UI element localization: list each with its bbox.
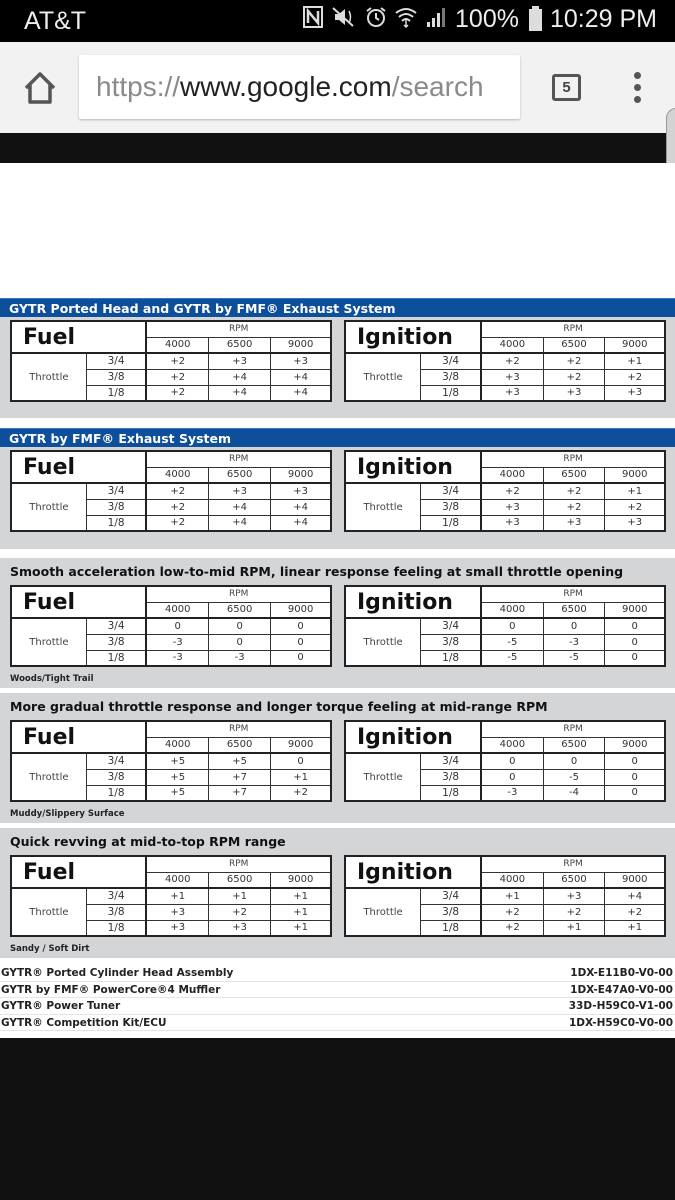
throttle-label: Throttle [11,353,86,401]
throttle-position: 3/4 [86,888,146,904]
throttle-position: 3/4 [86,353,146,369]
adjustment-value: +4 [209,499,271,515]
part-row [0,965,675,982]
adjustment-value: +5 [146,785,208,801]
ignition-label: Ignition [345,451,481,483]
section-title: Quick revving at mid-to-top RPM range [10,834,286,849]
throttle-position: 1/8 [421,920,482,936]
adjustment-value: 0 [605,650,665,666]
adjustment-value: +2 [271,785,331,801]
throttle-position: 3/8 [421,904,482,920]
ignition-table [344,450,666,532]
fuel-table [10,720,332,802]
rpm-value: 9000 [605,872,665,888]
adjustment-value: +1 [271,920,331,936]
adjustment-value: +5 [209,753,271,769]
tuning-section [0,428,675,549]
adjustment-value: -4 [543,785,605,801]
throttle-label: Throttle [345,888,421,936]
adjustment-value: 0 [209,618,271,634]
carrier-label: AT&T [24,7,87,35]
throttle-position: 3/4 [86,753,146,769]
battery-icon [529,9,542,31]
throttle-position: 1/8 [86,385,146,401]
terrain-note: Woods/Tight Trail [10,674,94,684]
throttle-position: 3/8 [421,769,482,785]
adjustment-value: 0 [146,618,208,634]
adjustment-value: +2 [543,353,605,369]
fuel-label: Fuel [11,451,146,483]
adjustment-value: 0 [481,753,543,769]
adjustment-value: +1 [605,920,665,936]
part-number: 33D-H59C0-V1-00 [568,1000,673,1012]
adjustment-value: +4 [271,385,331,401]
adjustment-value: +3 [146,904,208,920]
rpm-value: 6500 [209,737,271,753]
adjustment-value: 0 [605,769,665,785]
adjustment-value: +4 [271,369,331,385]
adjustment-value: +2 [543,904,605,920]
adjustment-value: +2 [481,353,543,369]
rpm-label: RPM [146,721,331,737]
throttle-position: 3/8 [421,634,482,650]
adjustment-value: +1 [543,920,605,936]
adjustment-value: 0 [605,785,665,801]
throttle-position: 3/8 [86,904,146,920]
rpm-value: 4000 [481,337,543,353]
adjustment-value: +2 [605,499,665,515]
rpm-value: 6500 [543,737,605,753]
throttle-position: 3/8 [421,499,482,515]
rpm-value: 9000 [271,737,331,753]
rpm-value: 4000 [146,337,208,353]
status-icons [303,5,657,34]
adjustment-value: +1 [209,888,271,904]
rpm-value: 9000 [271,872,331,888]
throttle-label: Throttle [345,753,421,801]
adjustment-value: +1 [271,769,331,785]
adjustment-value: +2 [481,483,543,499]
fuel-label: Fuel [11,721,146,753]
home-button[interactable] [22,70,58,106]
rpm-value: 4000 [146,467,208,483]
rpm-value: 9000 [271,602,331,618]
ignition-table [344,855,666,937]
fuel-label: Fuel [11,321,146,353]
battery-percent: 100% [455,5,519,33]
adjustment-value: +2 [605,369,665,385]
section-title: More gradual throttle response and longer torque feeling at mid-range RPM [10,699,548,714]
ignition-label: Ignition [345,321,481,353]
section-title: Smooth acceleration low-to-mid RPM, linear response feeling at small throttle opening [10,564,624,579]
adjustment-value: +1 [146,888,208,904]
adjustment-value: +2 [146,369,208,385]
adjustment-value: +3 [605,385,665,401]
throttle-position: 3/4 [421,888,482,904]
throttle-position: 3/4 [421,753,482,769]
section-title: GYTR by FMF® Exhaust System [0,428,675,447]
adjustment-value: -3 [543,634,605,650]
adjustment-value: +3 [543,515,605,531]
part-row [0,1015,675,1032]
clock: 10:29 PM [549,5,657,33]
throttle-label: Throttle [345,483,421,531]
adjustment-value: 0 [481,618,543,634]
fuel-label: Fuel [11,586,146,618]
rpm-label: RPM [146,586,331,602]
tuning-section [0,298,675,418]
part-name: GYTR® Power Tuner [1,1000,121,1012]
rpm-label: RPM [481,856,665,872]
adjustment-value: 0 [271,618,331,634]
throttle-position: 1/8 [86,650,146,666]
rpm-value: 4000 [146,737,208,753]
rpm-value: 9000 [271,467,331,483]
status-bar [0,0,675,42]
rpm-value: 9000 [271,337,331,353]
adjustment-value: +3 [543,888,605,904]
rpm-value: 6500 [209,467,271,483]
part-number: 1DX-H59C0-V0-00 [568,1016,673,1029]
tuning-section [0,693,675,823]
parts-list [0,965,675,1031]
home-icon [22,70,58,106]
adjustment-value: 0 [271,634,331,650]
adjustment-value: +2 [146,385,208,401]
rpm-value: 6500 [209,872,271,888]
throttle-label: Throttle [11,753,86,801]
rpm-label: RPM [481,451,665,467]
rpm-value: 6500 [209,602,271,618]
adjustment-value: +7 [209,769,271,785]
fuel-table [10,320,332,402]
rpm-label: RPM [481,321,665,337]
fuel-table [10,855,332,937]
adjustment-value: +4 [605,888,665,904]
adjustment-value: 0 [209,634,271,650]
rpm-value: 9000 [605,337,665,353]
part-row [0,982,675,999]
rpm-value: 4000 [146,872,208,888]
nfc-icon [303,6,323,34]
adjustment-value: +2 [146,483,208,499]
adjustment-value: -3 [146,634,208,650]
part-name: GYTR® Ported Cylinder Head Assembly [1,967,234,979]
throttle-position: 3/8 [86,499,146,515]
adjustment-value: +3 [543,385,605,401]
rpm-value: 9000 [605,602,665,618]
adjustment-value: +3 [209,483,271,499]
adjustment-value: +1 [605,483,665,499]
adjustment-value: +2 [543,369,605,385]
adjustment-value: +1 [271,904,331,920]
rpm-value: 9000 [605,737,665,753]
adjustment-value: +4 [209,385,271,401]
adjustment-value: 0 [605,634,665,650]
adjustment-value: 0 [605,618,665,634]
adjustment-value: +2 [605,904,665,920]
url-path: /search [391,71,484,102]
part-name: GYTR by FMF® PowerCore®4 Muffler [1,983,221,996]
adjustment-value: +5 [146,769,208,785]
adjustment-value: 0 [605,753,665,769]
adjustment-value: -3 [209,650,271,666]
adjustment-value: +2 [481,904,543,920]
adjustment-value: 0 [543,618,605,634]
adjustment-value: -5 [481,650,543,666]
part-name: GYTR® Competition Kit/ECU [1,1016,167,1029]
adjustment-value: +5 [146,753,208,769]
menu-dot-icon [634,84,641,91]
throttle-position: 3/8 [86,369,146,385]
adjustment-value: +3 [271,483,331,499]
adjustment-value: +3 [605,515,665,531]
adjustment-value: -3 [146,650,208,666]
rpm-value: 4000 [481,467,543,483]
rpm-label: RPM [146,321,331,337]
rpm-value: 4000 [146,602,208,618]
adjustment-value: +2 [481,920,543,936]
menu-dot-icon [634,72,641,79]
url-scheme: https:// [96,71,181,102]
mute-icon [331,6,357,34]
throttle-label: Throttle [11,888,86,936]
url-host: www.google.com [180,71,392,102]
adjustment-value: +2 [543,499,605,515]
rpm-label: RPM [146,856,331,872]
tab-switcher-button[interactable]: 5 [552,74,581,101]
menu-dot-icon [634,96,641,103]
tuning-section [0,828,675,958]
rpm-value: 6500 [543,872,605,888]
adjustment-value: +3 [481,499,543,515]
adjustment-value: +3 [481,385,543,401]
rpm-value: 6500 [543,602,605,618]
rpm-value: 4000 [481,872,543,888]
ignition-label: Ignition [345,586,481,618]
throttle-position: 1/8 [421,650,482,666]
throttle-position: 1/8 [86,515,146,531]
rpm-value: 6500 [543,337,605,353]
adjustment-value: 0 [271,753,331,769]
adjustment-value: 0 [481,769,543,785]
tuning-section [0,558,675,688]
throttle-position: 3/4 [86,618,146,634]
adjustment-value: +3 [209,920,271,936]
adjustment-value: +1 [271,888,331,904]
throttle-label: Throttle [11,618,86,666]
adjustment-value: +7 [209,785,271,801]
adjustment-value: -5 [481,634,543,650]
throttle-position: 3/4 [86,483,146,499]
adjustment-value: +1 [605,353,665,369]
fuel-table [10,450,332,532]
adjustment-value: +3 [481,369,543,385]
adjustment-value: +2 [209,904,271,920]
part-row [0,998,675,1015]
adjustment-value: +2 [146,499,208,515]
browser-toolbar [0,42,675,133]
ignition-table [344,720,666,802]
fuel-label: Fuel [11,856,146,888]
adjustment-value: 0 [543,753,605,769]
throttle-position: 1/8 [86,785,146,801]
overflow-menu-button[interactable] [630,72,644,106]
adjustment-value: +3 [271,353,331,369]
adjustment-value: +3 [481,515,543,531]
fuel-table [10,585,332,667]
adjustment-value: 0 [271,650,331,666]
ignition-label: Ignition [345,856,481,888]
rpm-value: 4000 [481,602,543,618]
rpm-label: RPM [481,721,665,737]
adjustment-value: +4 [209,369,271,385]
throttle-position: 3/8 [86,634,146,650]
wifi-icon [395,6,417,34]
adjustment-value: +2 [543,483,605,499]
terrain-note: Sandy / Soft Dirt [10,944,90,954]
alarm-icon [365,6,387,34]
throttle-label: Throttle [345,618,421,666]
rpm-value: 6500 [543,467,605,483]
adjustment-value: +4 [271,499,331,515]
throttle-position: 3/8 [86,769,146,785]
url-bar[interactable] [79,55,520,119]
part-number: 1DX-E11B0-V0-00 [570,967,673,979]
adjustment-value: -5 [543,769,605,785]
throttle-position: 3/4 [421,353,482,369]
ignition-table [344,320,666,402]
rpm-label: RPM [146,451,331,467]
throttle-label: Throttle [11,483,86,531]
ignition-label: Ignition [345,721,481,753]
rpm-value: 9000 [605,467,665,483]
throttle-position: 3/4 [421,618,482,634]
throttle-position: 1/8 [421,515,482,531]
rpm-value: 4000 [481,737,543,753]
adjustment-value: +4 [209,515,271,531]
rpm-label: RPM [481,586,665,602]
throttle-label: Throttle [345,353,421,401]
terrain-note: Muddy/Slippery Surface [10,809,125,819]
adjustment-value: +2 [146,353,208,369]
adjustment-value: -3 [481,785,543,801]
throttle-position: 1/8 [86,920,146,936]
adjustment-value: +1 [481,888,543,904]
throttle-position: 1/8 [421,385,482,401]
signal-icon [425,6,447,34]
adjustment-value: +3 [209,353,271,369]
ignition-table [344,585,666,667]
adjustment-value: +2 [146,515,208,531]
part-number: 1DX-E47A0-V0-00 [570,983,673,996]
rpm-value: 6500 [209,337,271,353]
throttle-position: 3/4 [421,483,482,499]
adjustment-value: +3 [146,920,208,936]
section-title: GYTR Ported Head and GYTR by FMF® Exhaust System [0,298,675,317]
adjustment-value: -5 [543,650,605,666]
throttle-position: 3/8 [421,369,482,385]
throttle-position: 1/8 [421,785,482,801]
adjustment-value: +4 [271,515,331,531]
